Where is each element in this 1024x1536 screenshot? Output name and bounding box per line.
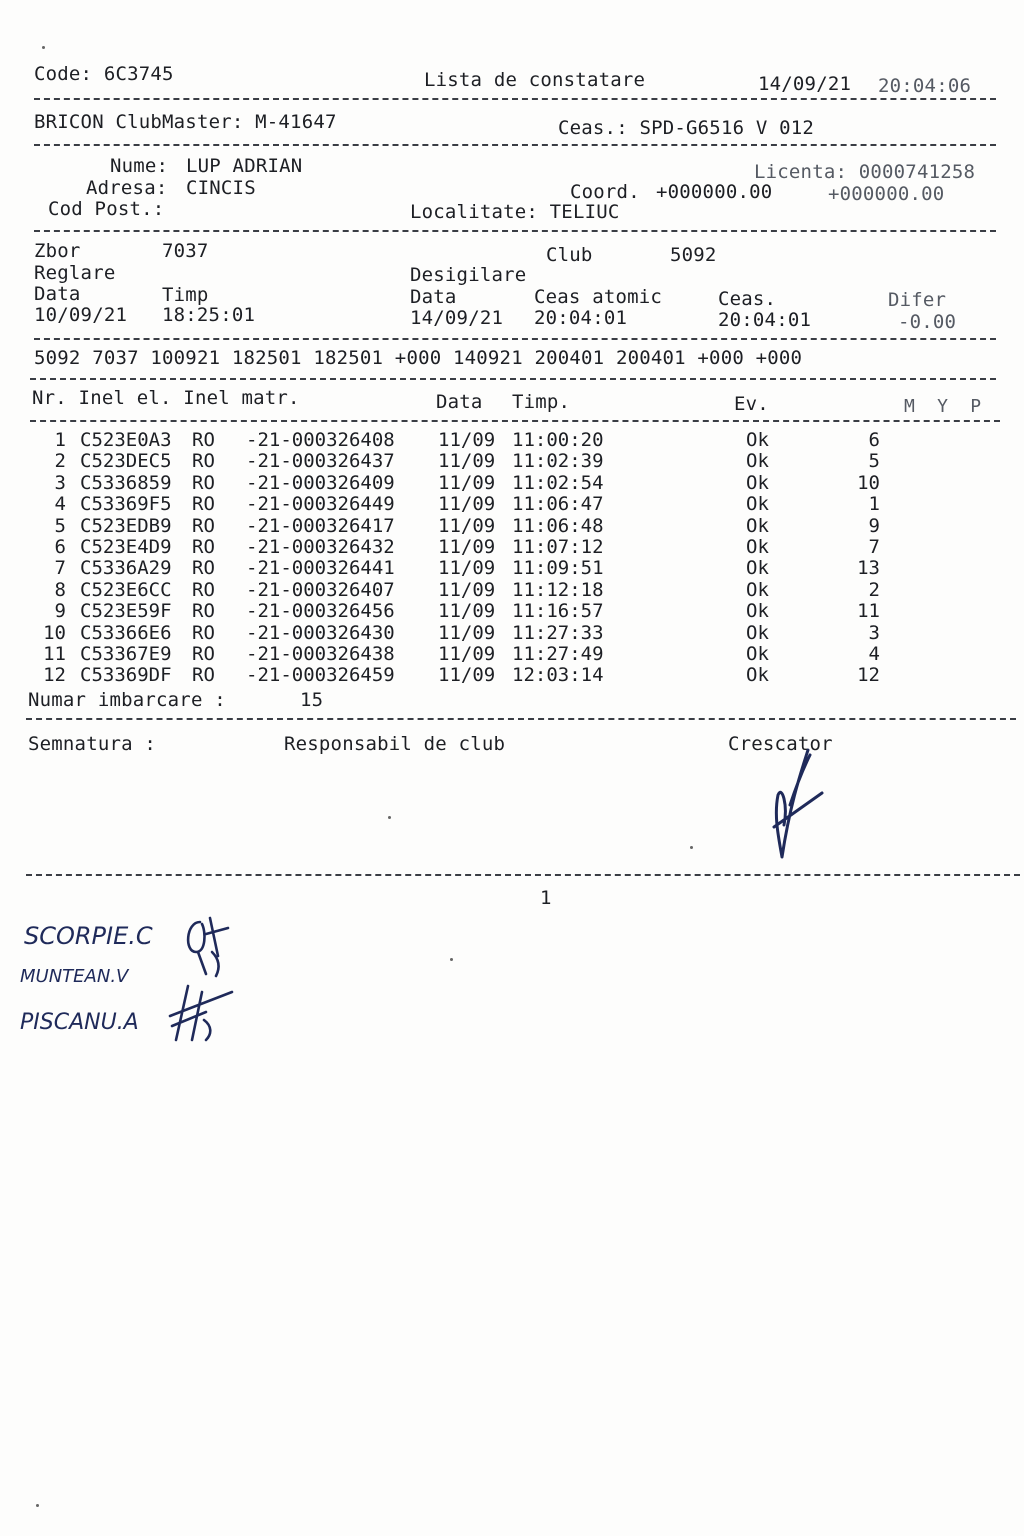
signature-label: Semnatura : [28, 733, 157, 755]
event-status: Ok [746, 471, 769, 494]
m-value: 2 [868, 578, 880, 601]
country-code: RO [192, 493, 215, 516]
ring-number: -21-000326459 [246, 664, 395, 687]
electronic-ring: C523E6CC [80, 578, 172, 601]
boarding-label: Numar imbarcare : [28, 689, 226, 711]
code: Code: 6C3745 [34, 63, 174, 85]
event-status: Ok [746, 535, 769, 558]
event-status: Ok [746, 514, 769, 537]
country-code: RO [192, 471, 215, 494]
row-number: 9 [54, 600, 66, 623]
desig-date: 14/09/21 [410, 307, 504, 329]
zbor-value: 7037 [162, 240, 209, 262]
m-value: 3 [868, 621, 880, 644]
m-value: 5 [868, 450, 880, 473]
event-status: Ok [746, 493, 769, 516]
arrival-time: 11:27:49 [512, 642, 604, 665]
arrival-date: 11/09 [438, 621, 496, 644]
reglare-time: 18:25:01 [162, 304, 256, 326]
row-number: 6 [54, 535, 66, 558]
ceas-label: Ceas. [718, 288, 777, 310]
country-code: RO [192, 621, 215, 644]
arrival-date: 11/09 [438, 429, 496, 451]
event-status: Ok [746, 450, 769, 473]
ring-number: -21-000326408 [246, 429, 395, 451]
electronic-ring: C523E59F [80, 600, 172, 623]
col-myp: M Y P [904, 396, 982, 417]
divider [34, 144, 996, 146]
ring-number: -21-000326441 [246, 557, 395, 580]
row-number: 1 [54, 429, 66, 451]
electronic-ring: C53369DF [80, 664, 172, 687]
m-value: 4 [868, 642, 880, 665]
summary-line: 5092 7037 100921 182501 182501 +000 140921 200401 200401 +000 +000 [34, 347, 803, 369]
paper-speck [36, 1504, 39, 1507]
table-row [30, 473, 990, 494]
arrival-date: 11/09 [438, 578, 496, 601]
ring-number: -21-000326407 [246, 578, 395, 601]
electronic-ring: C5336859 [80, 471, 172, 494]
row-number: 3 [54, 471, 66, 494]
electronic-ring: C53366E6 [80, 621, 172, 644]
table-row [30, 430, 990, 451]
country-code: RO [192, 514, 215, 537]
ring-number: -21-000326437 [246, 450, 395, 473]
ceas-time: 20:04:01 [718, 309, 812, 331]
page-number: 1 [540, 887, 552, 909]
fancier-signature [760, 745, 830, 865]
m-value: 11 [857, 600, 880, 623]
arrival-time: 11:12:18 [512, 578, 604, 601]
coord-y: +000000.00 [828, 183, 945, 205]
country-code: RO [192, 450, 215, 473]
reglare-data-label: Data [34, 283, 81, 305]
electronic-ring: C53367E9 [80, 642, 172, 665]
arrival-time: 12:03:14 [512, 664, 604, 687]
m-value: 10 [857, 471, 880, 494]
doc-title: Lista de constatare [424, 69, 646, 91]
name-label: Nume: [110, 155, 169, 177]
country-code: RO [192, 664, 215, 687]
event-status: Ok [746, 578, 769, 601]
table-row [30, 580, 990, 601]
arrival-time: 11:00:20 [512, 429, 604, 451]
arrival-time: 11:09:51 [512, 557, 604, 580]
atomic-time: 20:04:01 [534, 307, 628, 329]
electronic-ring: C5336A29 [80, 557, 172, 580]
address-value: CINCIS [186, 177, 256, 199]
ring-table [30, 430, 990, 687]
club-value: 5092 [670, 244, 717, 266]
paper-speck [42, 46, 45, 49]
difer-value: -0.00 [898, 311, 957, 333]
col-timp: Timp. [512, 391, 571, 413]
arrival-date: 11/09 [438, 600, 496, 623]
desigilare-label: Desigilare [410, 264, 527, 286]
club-label: Club [546, 244, 593, 266]
electronic-ring: C523DEC5 [80, 450, 172, 473]
arrival-time: 11:06:47 [512, 493, 604, 516]
row-number: 11 [43, 642, 66, 665]
reglare-label: Reglare [34, 262, 116, 284]
row-number: 8 [54, 578, 66, 601]
arrival-date: 11/09 [438, 514, 496, 537]
event-status: Ok [746, 621, 769, 644]
row-number: 7 [54, 557, 66, 580]
postal-label: Cod Post.: [48, 198, 165, 220]
locality: Localitate: TELIUC [410, 201, 620, 223]
name-value: LUP ADRIAN [186, 155, 303, 177]
reglare-timp-label: Timp [162, 284, 209, 306]
paper-speck [388, 816, 391, 819]
table-row [30, 451, 990, 472]
committee-signature-1 [176, 912, 236, 982]
m-value: 6 [868, 429, 880, 451]
electronic-ring: C523EDB9 [80, 514, 172, 537]
event-status: Ok [746, 642, 769, 665]
difer-label: Difer [888, 289, 947, 311]
event-status: Ok [746, 664, 769, 687]
committee-signature-2 [166, 982, 240, 1044]
desig-data-label: Data [410, 286, 457, 308]
handwritten-name: SCORPIE.C [24, 922, 153, 950]
m-value: 9 [868, 514, 880, 537]
row-number: 4 [54, 493, 66, 516]
arrival-date: 11/09 [438, 535, 496, 558]
arrival-date: 11/09 [438, 664, 496, 687]
ring-number: -21-000326432 [246, 535, 395, 558]
table-row [30, 623, 990, 644]
electronic-ring: C523E4D9 [80, 535, 172, 558]
paper-speck [690, 846, 693, 849]
divider [26, 874, 1020, 876]
country-code: RO [192, 600, 215, 623]
arrival-time: 11:16:57 [512, 600, 604, 623]
electronic-ring: C523E0A3 [80, 429, 172, 451]
country-code: RO [192, 557, 215, 580]
col-data: Data [436, 391, 483, 413]
country-code: RO [192, 429, 215, 451]
ring-number: -21-000326430 [246, 621, 395, 644]
table-row [30, 516, 990, 537]
clock-id: Ceas.: SPD-G6516 V 012 [558, 117, 815, 139]
m-value: 13 [857, 557, 880, 580]
club-master: BRICON ClubMaster: M-41647 [34, 111, 337, 133]
fancier-label: Crescator [728, 733, 833, 755]
col-nr-inel: Nr. Inel el. Inel matr. [32, 387, 300, 409]
arrival-date: 11/09 [438, 493, 496, 516]
col-ev: Ev. [734, 393, 769, 415]
coord-label: Coord. [570, 181, 640, 203]
table-row [30, 558, 990, 579]
ring-number: -21-000326449 [246, 493, 395, 516]
arrival-time: 11:27:33 [512, 621, 604, 644]
header-time: 20:04:06 [878, 75, 972, 97]
address-label: Adresa: [86, 177, 168, 199]
row-number: 5 [54, 514, 66, 537]
arrival-date: 11/09 [438, 450, 496, 473]
atomic-label: Ceas atomic [534, 286, 663, 308]
divider [30, 378, 996, 380]
header-date: 14/09/21 [758, 73, 852, 95]
m-value: 12 [857, 664, 880, 687]
event-status: Ok [746, 600, 769, 623]
divider [34, 98, 996, 100]
arrival-time: 11:07:12 [512, 535, 604, 558]
table-row [30, 665, 990, 686]
table-row [30, 537, 990, 558]
club-responsible-label: Responsabil de club [284, 733, 506, 755]
coord-x: +000000.00 [656, 181, 773, 203]
table-row [30, 601, 990, 622]
row-number: 2 [54, 450, 66, 473]
divider [26, 718, 1016, 720]
electronic-ring: C53369F5 [80, 493, 172, 516]
arrival-date: 11/09 [438, 642, 496, 665]
ring-number: -21-000326409 [246, 471, 395, 494]
divider [34, 338, 996, 340]
zbor-label: Zbor [34, 240, 81, 262]
country-code: RO [192, 642, 215, 665]
row-number: 10 [43, 621, 66, 644]
arrival-date: 11/09 [438, 471, 496, 494]
ring-number: -21-000326438 [246, 642, 395, 665]
divider [34, 230, 996, 232]
row-number: 12 [43, 664, 66, 687]
reglare-date: 10/09/21 [34, 304, 128, 326]
event-status: Ok [746, 429, 769, 451]
ring-number: -21-000326417 [246, 514, 395, 537]
ring-number: -21-000326456 [246, 600, 395, 623]
m-value: 7 [868, 535, 880, 558]
handwritten-name: MUNTEAN.V [20, 966, 129, 987]
divider [30, 420, 1000, 422]
event-status: Ok [746, 557, 769, 580]
table-row [30, 494, 990, 515]
license: Licenta: 0000741258 [754, 161, 976, 183]
arrival-time: 11:06:48 [512, 514, 604, 537]
table-row [30, 644, 990, 665]
country-code: RO [192, 578, 215, 601]
country-code: RO [192, 535, 215, 558]
boarding-value: 15 [300, 689, 324, 711]
arrival-date: 11/09 [438, 557, 496, 580]
handwritten-name: PISCANU.A [20, 1010, 139, 1035]
arrival-time: 11:02:54 [512, 471, 604, 494]
m-value: 1 [868, 493, 880, 516]
arrival-time: 11:02:39 [512, 450, 604, 473]
paper-speck [450, 958, 453, 961]
